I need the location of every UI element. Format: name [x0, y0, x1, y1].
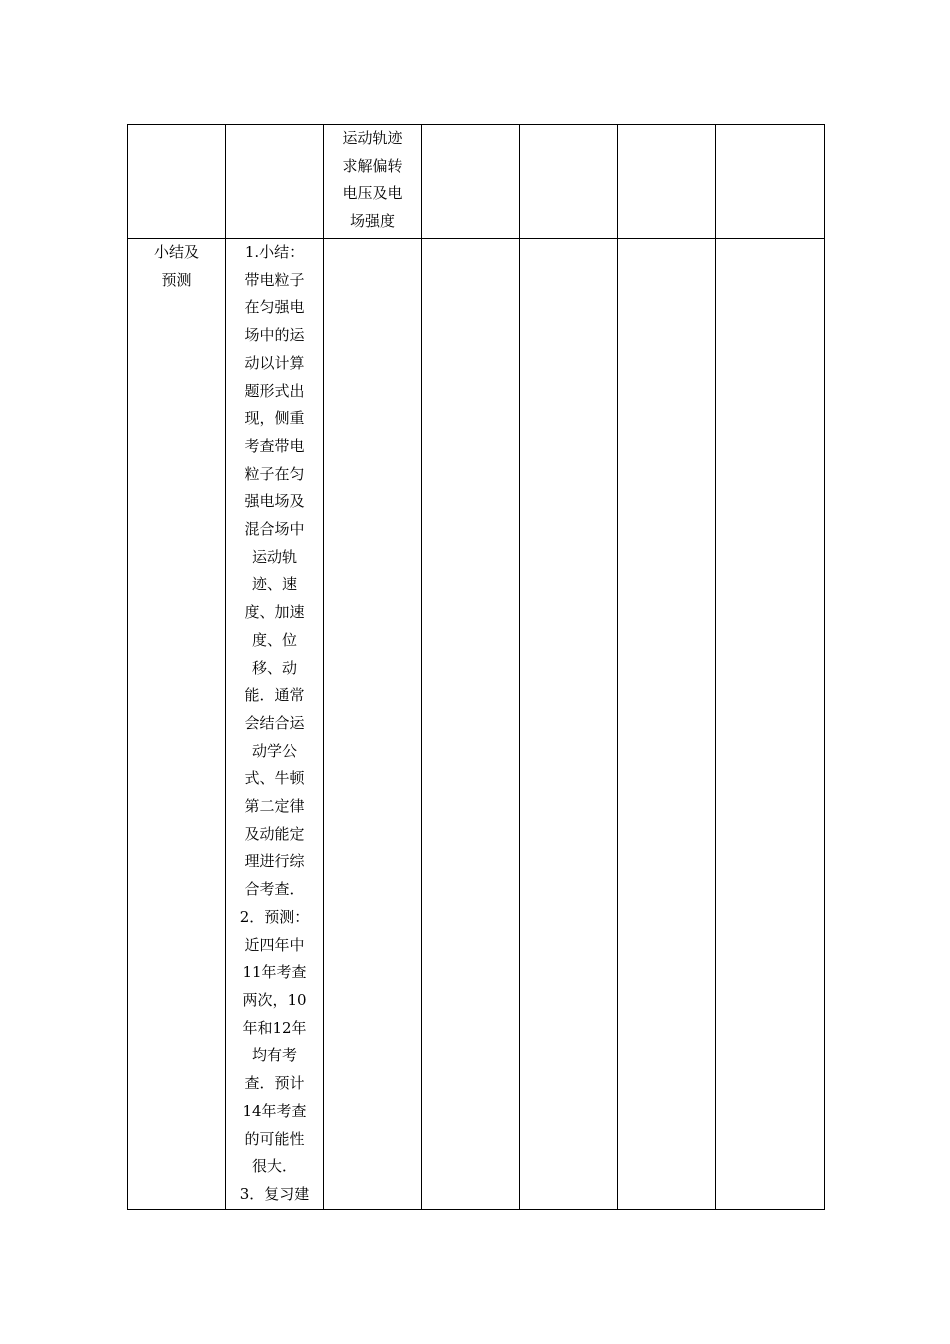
table-cell — [520, 239, 618, 1210]
lesson-table — [127, 124, 825, 1210]
table-cell — [422, 239, 520, 1210]
table-cell — [520, 125, 618, 239]
table-cell — [716, 239, 825, 1210]
table-cell — [618, 125, 716, 239]
table-cell-summary: 1.小结： 带电粒子 在匀强电 场中的运 动以计算 题形式出 现，侧重 考查带电 粒子在匀 强电场及 混合场中 运动轨 迹、速 度、加速 度、位 移、动 能．通常 会结合运 动学公 式、牛顿 第二定律 及动能定 理进行综 合考查． 2．预测： 近四年中 11年考查 两次，10 年和12年 均有考 查．预计 14年考查 的可能性 很大． 3．复习建 — [226, 239, 324, 1210]
table-cell — [324, 239, 422, 1210]
table-cell — [618, 239, 716, 1210]
table-cell — [226, 125, 324, 239]
table-cell — [422, 125, 520, 239]
table-cell — [128, 125, 226, 239]
table-cell-section-label: 小结及 预测 — [128, 239, 226, 1210]
table-row — [128, 239, 825, 1210]
table-cell-trajectory: 运动轨迹 求解偏转 电压及电 场强度 — [324, 125, 422, 239]
table-cell — [716, 125, 825, 239]
table-row — [128, 125, 825, 239]
